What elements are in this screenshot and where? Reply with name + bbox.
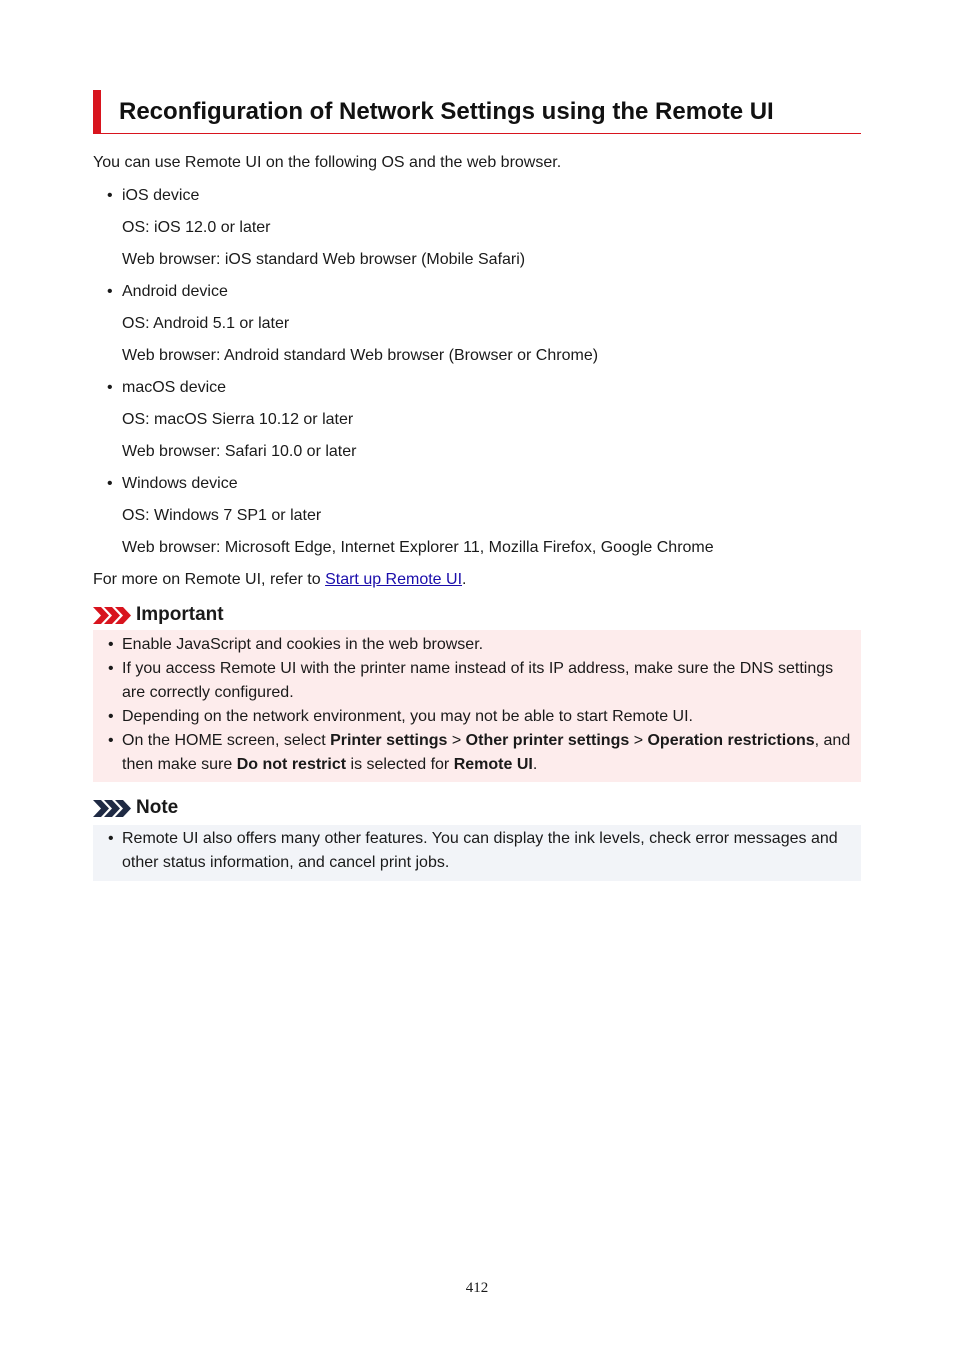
- text: then make sure: [122, 756, 237, 773]
- note-item-line1: Remote UI also offers many other features. You can display the ink levels, check error messages and: [122, 830, 838, 847]
- text: .: [532, 756, 538, 773]
- operation-restrictions-text: Operation restrictions: [647, 732, 815, 749]
- device-android-os: OS: Android 5.1 or later: [122, 315, 290, 332]
- bullet-icon: •: [108, 660, 114, 677]
- bullet-icon: •: [108, 708, 114, 725]
- section-title: [93, 90, 861, 134]
- more-info-prefix: For more on Remote UI, refer to: [93, 571, 326, 588]
- important-icon: [93, 607, 131, 624]
- start-up-remote-ui-link[interactable]: Start up Remote UI: [325, 571, 463, 588]
- do-not-restrict-text: Do not restrict: [236, 756, 347, 773]
- note-label: Note: [136, 797, 179, 818]
- separator: >: [629, 732, 648, 749]
- device-ios: iOS device: [122, 187, 200, 204]
- important-item-4-line1: [122, 731, 850, 751]
- text: On the HOME screen, select: [122, 732, 331, 749]
- bullet-icon: •: [108, 636, 114, 653]
- device-macos-os: OS: macOS Sierra 10.12 or later: [122, 411, 354, 428]
- note-icon: [93, 800, 131, 817]
- device-android-browser: Web browser: Android standard Web browser (Browser or Chrome): [122, 347, 599, 364]
- text: is selected for: [346, 756, 454, 773]
- more-info-suffix: .: [462, 571, 467, 588]
- device-ios-os: OS: iOS 12.0 or later: [122, 219, 271, 236]
- bullet-icon: •: [107, 379, 113, 396]
- device-windows-browser: Web browser: Microsoft Edge, Internet Explorer 11, Mozilla Firefox, Google Chrome: [122, 539, 714, 556]
- device-macos-browser: Web browser: Safari 10.0 or later: [122, 443, 357, 460]
- bullet-icon: •: [108, 732, 114, 749]
- important-item-1: Enable JavaScript and cookies in the web browser.: [122, 636, 484, 653]
- device-macos: macOS device: [122, 379, 227, 396]
- text: , and: [814, 732, 851, 749]
- important-item-3: Depending on the network environment, you may not be able to start Remote UI.: [122, 708, 693, 725]
- important-item-2-line2: are correctly configured.: [122, 684, 294, 701]
- page-title: Reconfiguration of Network Settings using the Remote UI: [119, 98, 774, 125]
- device-windows: Windows device: [122, 475, 238, 492]
- separator: >: [447, 732, 466, 749]
- device-ios-browser: Web browser: iOS standard Web browser (Mobile Safari): [122, 251, 526, 268]
- page-number: 412: [465, 1280, 489, 1296]
- important-box: [93, 630, 861, 782]
- bullet-icon: •: [107, 187, 113, 204]
- printer-settings-text: Printer settings: [330, 732, 448, 749]
- note-box: [93, 825, 861, 881]
- other-printer-settings-text: Other printer settings: [465, 732, 630, 749]
- intro-text: You can use Remote UI on the following OS and the web browser.: [93, 154, 562, 171]
- important-label: Important: [136, 604, 224, 625]
- title-accent-bar: [93, 90, 101, 133]
- bullet-icon: •: [107, 283, 113, 300]
- bullet-icon: •: [107, 475, 113, 492]
- device-windows-os: OS: Windows 7 SP1 or later: [122, 507, 322, 524]
- note-item-line2: other status information, and cancel print jobs.: [122, 854, 450, 871]
- bullet-icon: •: [108, 830, 114, 847]
- more-info-text: [93, 570, 466, 590]
- remote-ui-text: Remote UI: [453, 756, 533, 773]
- device-android: Android device: [122, 283, 228, 300]
- important-item-2-line1: If you access Remote UI with the printer name instead of its IP address, make sure the DNS settings: [122, 660, 834, 677]
- important-item-4-line2: [122, 755, 537, 775]
